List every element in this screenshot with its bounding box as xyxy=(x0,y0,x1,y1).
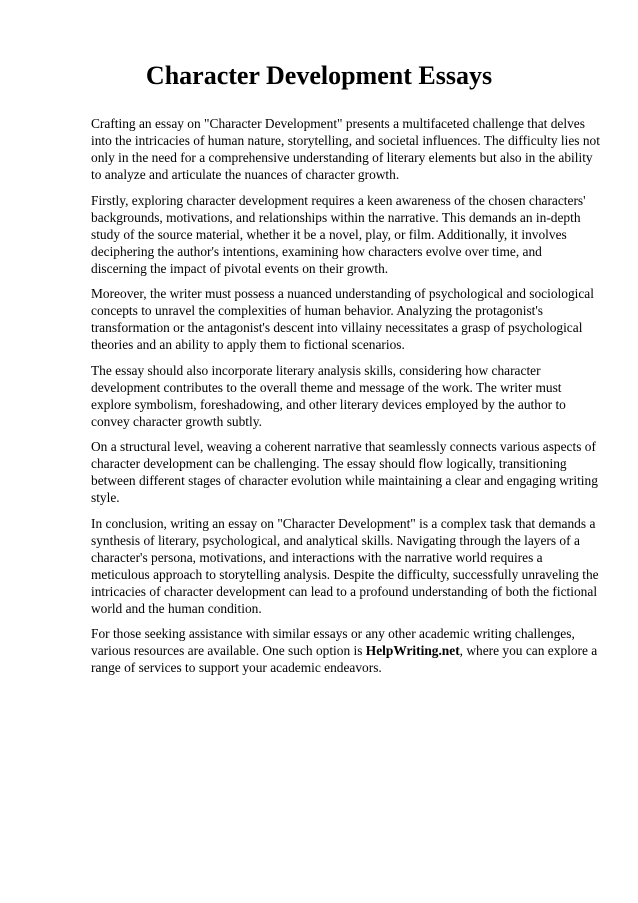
paragraph-literary-analysis: The essay should also incorporate literary analysis skills, considering how character development contributes to the overall theme and message of the work. The writer must explore symbolism, foreshadowing, and other literary devices employed by the author to convey character growth subtly. xyxy=(91,362,566,429)
closing-text-after: , where you can explore a range of services to support your academic endeavors. xyxy=(91,643,598,676)
paragraph-firstly: Firstly, exploring character development requires a keen awareness of the chosen characters' backgrounds, motivations, and relationships within the narrative. This demands an in-depth study of the source material, whether it be a novel, play, or film. Additionally, it involves deciphering the author's intentions, examining how characters evolve over time, and discerning the impact of pivotal events on their growth. xyxy=(91,192,586,276)
paragraph-intro: Crafting an essay on "Character Development" presents a multifaceted challenge that delves into the intricacies of human nature, storytelling, and societal influences. The difficulty lies not only in the need for a comprehensive understanding of literary elements but also in the ability to analyze and articulate the nuances of character growth. xyxy=(91,116,600,183)
paragraph-structural: On a structural level, weaving a coherent narrative that seamlessly connects various aspects of character development can be challenging. The essay should flow logically, transitioning between different stages of character evolution while maintaining a clear and engaging writing style. xyxy=(91,439,598,506)
document-title: Character Development Essays xyxy=(145,61,493,90)
paragraph-conclusion: In conclusion, writing an essay on "Character Development" is a complex task that demands a synthesis of literary, psychological, and analytical skills. Navigating through the layers of a character's persona, motivations, and interactions with the narrative world requires a meticulous approach to storytelling analysis. Despite the difficulty, successfully unraveling the intricacies of character development can lead to a profound understanding of both the fictional world and the human condition. xyxy=(91,515,599,616)
brand-name: HelpWriting.net xyxy=(365,643,460,659)
paragraph-moreover: Moreover, the writer must possess a nuanced understanding of psychological and sociological concepts to unravel the complexities of human behavior. Analyzing the protagonist's transformation or the antagonist's descent into villainy necessitates a grasp of psychological theories and an ability to apply them to fictional scenarios. xyxy=(91,286,594,353)
closing-text-before: For those seeking assistance with similar essays or any other academic writing challenges, various resources are available. One such option is xyxy=(91,626,575,659)
paragraph-closing xyxy=(91,625,600,676)
